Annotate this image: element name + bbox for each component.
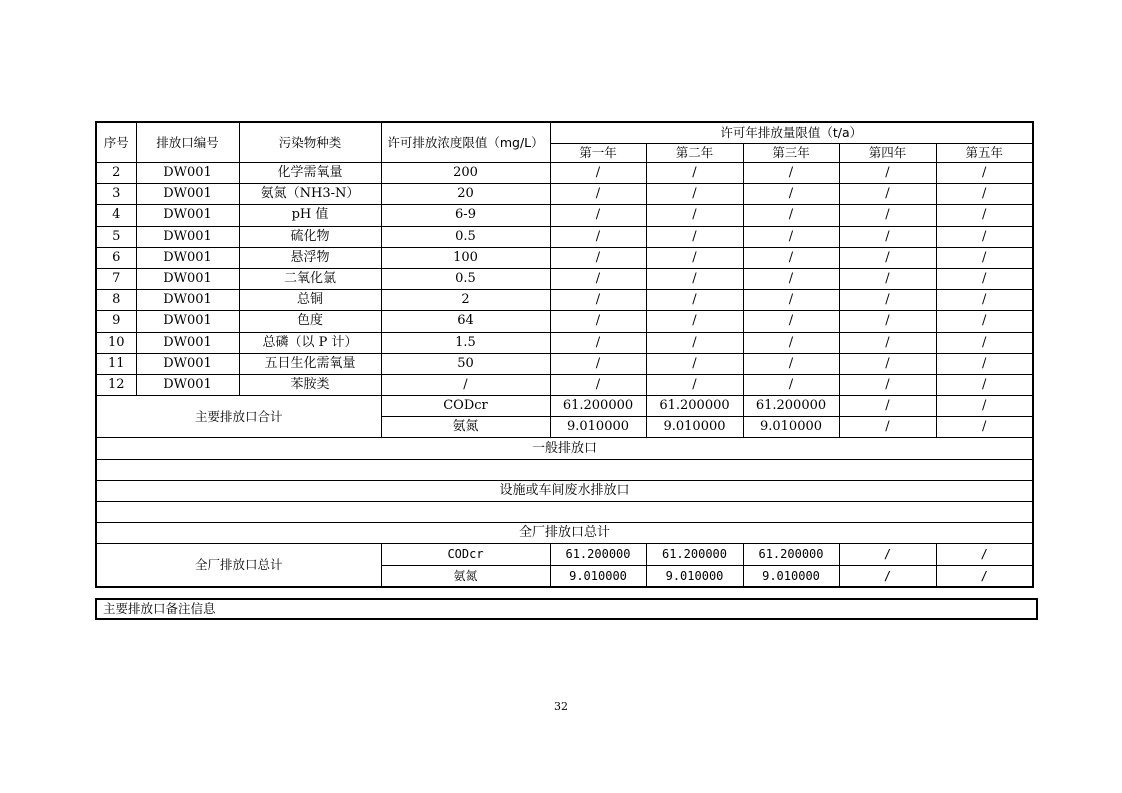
- cell-year-value: /: [743, 353, 839, 374]
- cell-year-value: /: [936, 290, 1033, 311]
- cell-year-value: /: [646, 374, 743, 395]
- cell-year-value: /: [743, 163, 839, 184]
- cell-year-value: /: [550, 311, 646, 332]
- header-year-5: 第五年: [936, 144, 1033, 163]
- remarks-title: 主要排放口备注信息: [103, 601, 216, 616]
- cell-year-value: /: [936, 268, 1033, 289]
- table-row: [96, 332, 1033, 353]
- section-facility-outlets: 设施或车间废水排放口: [96, 480, 1033, 501]
- cell-year-value: /: [550, 374, 646, 395]
- cell-year-value: /: [839, 311, 936, 332]
- main-total-label: 主要排放口合计: [96, 396, 381, 438]
- cell-year-value: /: [936, 205, 1033, 226]
- cell-year-value: /: [646, 163, 743, 184]
- cell-pollutant: 五日生化需氧量: [239, 353, 381, 374]
- cell-year-value: /: [839, 353, 936, 374]
- cell-year-value: /: [550, 268, 646, 289]
- plant-total-value: /: [936, 544, 1033, 565]
- cell-seq: 8: [96, 290, 136, 311]
- cell-year-value: /: [839, 332, 936, 353]
- table-row: [96, 353, 1033, 374]
- cell-year-value: /: [550, 184, 646, 205]
- main-total-value: 61.200000: [743, 396, 839, 417]
- main-total-value: 61.200000: [550, 396, 646, 417]
- section-plant-total: 全厂排放口总计: [96, 523, 1033, 544]
- cell-pollutant: 二氧化氯: [239, 268, 381, 289]
- header-annual-limit: 许可年排放量限值（t/a）: [550, 122, 1033, 144]
- cell-year-value: /: [550, 247, 646, 268]
- header-row-1: [96, 122, 1033, 144]
- cell-outlet: DW001: [136, 184, 239, 205]
- cell-limit: 0.5: [381, 268, 550, 289]
- section-row-facility: [96, 480, 1033, 501]
- cell-pollutant: 苯胺类: [239, 374, 381, 395]
- cell-seq: 3: [96, 184, 136, 205]
- main-total-value: 61.200000: [646, 396, 743, 417]
- plant-total-label: 全厂排放口总计: [96, 544, 381, 587]
- header-year-4: 第四年: [839, 144, 936, 163]
- cell-limit: 1.5: [381, 332, 550, 353]
- cell-seq: 11: [96, 353, 136, 374]
- cell-seq: 7: [96, 268, 136, 289]
- cell-year-value: /: [646, 353, 743, 374]
- cell-year-value: /: [839, 205, 936, 226]
- main-total-value: /: [936, 396, 1033, 417]
- main-total-value: /: [839, 417, 936, 438]
- plant-total-value: 61.200000: [550, 544, 646, 565]
- cell-outlet: DW001: [136, 268, 239, 289]
- table-row: [96, 184, 1033, 205]
- main-outlet-remarks: [95, 598, 1038, 620]
- cell-year-value: /: [839, 163, 936, 184]
- cell-year-value: /: [743, 247, 839, 268]
- cell-outlet: DW001: [136, 290, 239, 311]
- cell-outlet: DW001: [136, 311, 239, 332]
- header-year-3: 第三年: [743, 144, 839, 163]
- plant-total-value: 61.200000: [743, 544, 839, 565]
- cell-pollutant: 色度: [239, 311, 381, 332]
- cell-limit: 200: [381, 163, 550, 184]
- plant-total-value: /: [839, 565, 936, 587]
- cell-seq: 10: [96, 332, 136, 353]
- cell-seq: 12: [96, 374, 136, 395]
- plant-total-value: /: [936, 565, 1033, 587]
- empty-cell: [96, 459, 1033, 480]
- plant-total-value: /: [839, 544, 936, 565]
- plant-total-row-cod: [96, 544, 1033, 565]
- cell-year-value: /: [936, 353, 1033, 374]
- table-row: [96, 226, 1033, 247]
- cell-pollutant: 总磷（以 P 计）: [239, 332, 381, 353]
- cell-pollutant: 氨氮（NH3-N）: [239, 184, 381, 205]
- cell-year-value: /: [839, 226, 936, 247]
- cell-year-value: /: [936, 374, 1033, 395]
- cell-year-value: /: [743, 374, 839, 395]
- section-general-outlets: 一般排放口: [96, 438, 1033, 459]
- cell-year-value: /: [646, 290, 743, 311]
- table-row: [96, 268, 1033, 289]
- header-year-2: 第二年: [646, 144, 743, 163]
- cell-limit: 0.5: [381, 226, 550, 247]
- plant-total-pollutant: 氨氮: [381, 565, 550, 587]
- cell-year-value: /: [550, 353, 646, 374]
- page-number: 32: [554, 700, 568, 713]
- plant-total-value: 9.010000: [743, 565, 839, 587]
- cell-seq: 5: [96, 226, 136, 247]
- cell-year-value: /: [550, 290, 646, 311]
- cell-year-value: /: [743, 205, 839, 226]
- cell-year-value: /: [646, 311, 743, 332]
- cell-pollutant: 硫化物: [239, 226, 381, 247]
- cell-outlet: DW001: [136, 205, 239, 226]
- cell-year-value: /: [743, 290, 839, 311]
- cell-limit: /: [381, 374, 550, 395]
- header-concentration-limit: 许可排放浓度限值（mg/L）: [381, 122, 550, 163]
- header-year-1: 第一年: [550, 144, 646, 163]
- main-total-pollutant: 氨氮: [381, 417, 550, 438]
- header-outlet-id: 排放口编号: [136, 122, 239, 163]
- plant-total-value: 9.010000: [646, 565, 743, 587]
- cell-year-value: /: [646, 184, 743, 205]
- section-row-plant-total: [96, 523, 1033, 544]
- cell-year-value: /: [839, 290, 936, 311]
- main-total-row-cod: [96, 396, 1033, 417]
- cell-year-value: /: [646, 268, 743, 289]
- plant-total-value: 9.010000: [550, 565, 646, 587]
- cell-limit: 20: [381, 184, 550, 205]
- table-row: [96, 205, 1033, 226]
- table-row: [96, 290, 1033, 311]
- cell-outlet: DW001: [136, 247, 239, 268]
- cell-year-value: /: [936, 184, 1033, 205]
- cell-outlet: DW001: [136, 163, 239, 184]
- main-total-value: 9.010000: [550, 417, 646, 438]
- cell-year-value: /: [936, 226, 1033, 247]
- cell-year-value: /: [646, 247, 743, 268]
- empty-row: [96, 502, 1033, 523]
- table-row: [96, 247, 1033, 268]
- cell-year-value: /: [743, 184, 839, 205]
- cell-year-value: /: [743, 268, 839, 289]
- cell-seq: 2: [96, 163, 136, 184]
- table-row: [96, 374, 1033, 395]
- cell-limit: 6-9: [381, 205, 550, 226]
- cell-limit: 64: [381, 311, 550, 332]
- main-total-value: /: [936, 417, 1033, 438]
- cell-year-value: /: [839, 374, 936, 395]
- cell-outlet: DW001: [136, 226, 239, 247]
- cell-outlet: DW001: [136, 374, 239, 395]
- cell-year-value: /: [550, 332, 646, 353]
- cell-year-value: /: [646, 226, 743, 247]
- cell-year-value: /: [936, 163, 1033, 184]
- cell-pollutant: 悬浮物: [239, 247, 381, 268]
- cell-year-value: /: [839, 247, 936, 268]
- cell-year-value: /: [936, 247, 1033, 268]
- cell-pollutant: 总铜: [239, 290, 381, 311]
- main-total-value: /: [839, 396, 936, 417]
- cell-year-value: /: [550, 205, 646, 226]
- cell-year-value: /: [550, 226, 646, 247]
- cell-pollutant: pH 值: [239, 205, 381, 226]
- cell-year-value: /: [839, 268, 936, 289]
- cell-year-value: /: [743, 332, 839, 353]
- cell-year-value: /: [936, 311, 1033, 332]
- empty-row: [96, 459, 1033, 480]
- cell-limit: 100: [381, 247, 550, 268]
- table-row: [96, 163, 1033, 184]
- cell-seq: 4: [96, 205, 136, 226]
- cell-seq: 6: [96, 247, 136, 268]
- table-row: [96, 311, 1033, 332]
- cell-seq: 9: [96, 311, 136, 332]
- main-total-value: 9.010000: [743, 417, 839, 438]
- header-pollutant: 污染物种类: [239, 122, 381, 163]
- empty-cell: [96, 502, 1033, 523]
- cell-pollutant: 化学需氧量: [239, 163, 381, 184]
- main-total-pollutant: CODcr: [381, 396, 550, 417]
- cell-outlet: DW001: [136, 332, 239, 353]
- cell-outlet: DW001: [136, 353, 239, 374]
- cell-year-value: /: [839, 184, 936, 205]
- cell-year-value: /: [646, 205, 743, 226]
- cell-year-value: /: [743, 311, 839, 332]
- cell-year-value: /: [743, 226, 839, 247]
- cell-year-value: /: [550, 163, 646, 184]
- plant-total-pollutant: CODcr: [381, 544, 550, 565]
- cell-year-value: /: [646, 332, 743, 353]
- header-seq: 序号: [96, 122, 136, 163]
- cell-limit: 2: [381, 290, 550, 311]
- plant-total-value: 61.200000: [646, 544, 743, 565]
- main-total-value: 9.010000: [646, 417, 743, 438]
- cell-limit: 50: [381, 353, 550, 374]
- cell-year-value: /: [936, 332, 1033, 353]
- emission-limits-table: [95, 121, 1034, 588]
- section-row-general: [96, 438, 1033, 459]
